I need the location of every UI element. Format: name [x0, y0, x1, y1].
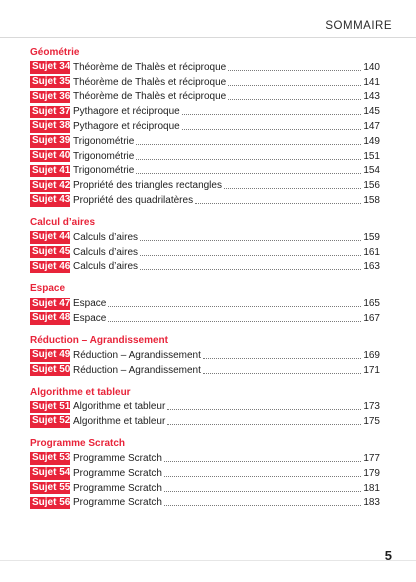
entry-title: Calculs d’aires	[73, 246, 139, 258]
toc-entry[interactable]	[30, 245, 380, 260]
entry-page-number: 159	[363, 231, 380, 243]
entry-title: Calculs d’aires	[73, 261, 139, 273]
toc-section	[30, 437, 380, 510]
dot-leader	[203, 358, 361, 359]
entry-page-number: 151	[363, 150, 380, 162]
toc-entry[interactable]	[30, 481, 380, 496]
dot-leader	[167, 424, 361, 425]
entry-title: Théorème de Thalès et réciproque	[73, 91, 227, 103]
toc-entry[interactable]	[30, 193, 380, 208]
toc-section	[30, 282, 380, 326]
entry-page-number: 156	[363, 180, 380, 192]
subject-badge: Sujet 43	[32, 194, 71, 206]
entry-page-number: 173	[363, 401, 380, 413]
toc-entry[interactable]	[30, 296, 380, 311]
toc-entry[interactable]	[30, 178, 380, 193]
dot-leader	[228, 70, 361, 71]
subject-badge: Sujet 36	[32, 90, 71, 102]
section-title: Programme Scratch	[30, 438, 126, 450]
dot-leader	[136, 144, 361, 145]
toc-entry[interactable]	[30, 414, 380, 429]
entry-title: Algorithme et tableur	[73, 401, 166, 413]
dot-leader	[228, 85, 361, 86]
subject-badge: Sujet 44	[32, 231, 71, 243]
entry-title: Théorème de Thalès et réciproque	[73, 76, 227, 88]
subject-badge: Sujet 35	[32, 75, 71, 87]
subject-badge: Sujet 52	[32, 415, 71, 427]
dot-leader	[108, 321, 361, 322]
dot-leader	[140, 269, 361, 270]
toc-entry[interactable]	[30, 496, 380, 511]
section-title: Calcul d’aires	[30, 216, 96, 228]
subject-badge: Sujet 42	[32, 179, 71, 191]
entry-title: Réduction – Agrandissement	[73, 364, 201, 376]
entry-title: Programme Scratch	[73, 497, 162, 509]
subject-badge: Sujet 39	[32, 135, 71, 147]
entry-page-number: 145	[363, 106, 380, 118]
dot-leader	[136, 173, 361, 174]
entry-page-number: 167	[363, 313, 380, 325]
table-of-contents	[30, 46, 380, 510]
dot-leader	[164, 505, 361, 506]
entry-title: Trigonométrie	[73, 135, 135, 147]
entry-title: Trigonométrie	[73, 165, 135, 177]
section-title: Géométrie	[30, 47, 80, 58]
page-number: 5	[384, 548, 392, 563]
entry-title: Calculs d’aires	[73, 231, 139, 243]
subject-badge: Sujet 55	[32, 481, 71, 493]
entry-title: Théorème de Thalès et réciproque	[73, 61, 227, 73]
entry-title: Pythagore et réciproque	[73, 106, 180, 118]
dot-leader	[136, 159, 361, 160]
entry-page-number: 154	[363, 165, 380, 177]
subject-badge: Sujet 49	[32, 349, 71, 361]
entry-title: Trigonométrie	[73, 150, 135, 162]
toc-section	[30, 46, 380, 208]
entry-title: Programme Scratch	[73, 453, 162, 465]
entry-page-number: 181	[363, 482, 380, 494]
entry-page-number: 177	[363, 453, 380, 465]
entry-page-number: 149	[363, 135, 380, 147]
toc-entry[interactable]	[30, 311, 380, 326]
subject-badge: Sujet 53	[32, 452, 71, 464]
subject-badge: Sujet 48	[32, 312, 71, 324]
toc-entry[interactable]	[30, 104, 380, 119]
entry-title: Programme Scratch	[73, 467, 162, 479]
toc-entry[interactable]	[30, 75, 380, 90]
subject-badge: Sujet 37	[32, 105, 71, 117]
entry-title: Pythagore et réciproque	[73, 121, 180, 133]
entry-page-number: 163	[363, 261, 380, 273]
toc-entry[interactable]	[30, 466, 380, 481]
entry-title: Algorithme et tableur	[73, 416, 166, 428]
entry-title: Espace	[73, 298, 107, 310]
entry-title: Réduction – Agrandissement	[73, 349, 201, 361]
toc-entry[interactable]	[30, 260, 380, 275]
dot-leader	[164, 476, 361, 477]
subject-badge: Sujet 38	[32, 120, 71, 132]
section-title: Espace	[30, 283, 66, 295]
dot-leader	[167, 409, 361, 410]
dot-leader	[164, 491, 361, 492]
entry-page-number: 161	[363, 246, 380, 258]
dot-leader	[224, 188, 361, 189]
entry-page-number: 171	[363, 364, 380, 376]
toc-entry[interactable]	[30, 348, 380, 363]
footer-divider	[0, 560, 416, 561]
subject-badge: Sujet 40	[32, 149, 71, 161]
subject-badge: Sujet 47	[32, 297, 71, 309]
toc-section	[30, 334, 380, 378]
section-title: Réduction – Agrandissement	[30, 334, 168, 346]
toc-entry[interactable]	[30, 90, 380, 105]
toc-entry[interactable]	[30, 164, 380, 179]
toc-section	[30, 386, 380, 430]
entry-title: Propriété des quadrilatères	[73, 195, 194, 207]
subject-badge: Sujet 50	[32, 363, 71, 375]
subject-badge: Sujet 46	[32, 260, 71, 272]
entry-page-number: 143	[363, 91, 380, 103]
subject-badge: Sujet 51	[32, 400, 71, 412]
entry-page-number: 165	[363, 298, 380, 310]
subject-badge: Sujet 54	[32, 467, 71, 479]
entry-title: Propriété des triangles rectangles	[73, 180, 222, 192]
dot-leader	[203, 373, 361, 374]
entry-title: Espace	[73, 313, 107, 325]
entry-title: Programme Scratch	[73, 482, 162, 494]
toc-entry[interactable]	[30, 230, 380, 245]
toc-entry[interactable]	[30, 134, 380, 149]
toc-entry[interactable]	[30, 363, 380, 378]
entry-page-number: 147	[363, 121, 380, 133]
page-header-title: SOMMAIRE	[325, 20, 392, 32]
entry-page-number: 158	[363, 195, 380, 207]
dot-leader	[182, 129, 362, 130]
toc-entry[interactable]	[30, 60, 380, 75]
toc-entry[interactable]	[30, 451, 380, 466]
subject-badge: Sujet 41	[32, 164, 71, 176]
subject-badge: Sujet 45	[32, 245, 71, 257]
entry-page-number: 141	[363, 76, 380, 88]
dot-leader	[195, 203, 361, 204]
dot-leader	[182, 114, 362, 115]
dot-leader	[140, 240, 361, 241]
toc-entry[interactable]	[30, 149, 380, 164]
entry-page-number: 175	[363, 416, 380, 428]
entry-page-number: 169	[363, 349, 380, 361]
entry-page-number: 140	[363, 61, 380, 73]
entry-page-number: 179	[363, 467, 380, 479]
section-title: Algorithme et tableur	[30, 386, 131, 398]
dot-leader	[164, 461, 361, 462]
dot-leader	[228, 99, 361, 100]
toc-section	[30, 216, 380, 274]
subject-badge: Sujet 56	[32, 496, 71, 508]
dot-leader	[140, 255, 361, 256]
entry-page-number: 183	[363, 497, 380, 509]
toc-entry[interactable]	[30, 119, 380, 134]
header-divider	[0, 37, 416, 38]
subject-badge: Sujet 34	[32, 61, 71, 73]
toc-entry[interactable]	[30, 400, 380, 415]
dot-leader	[108, 306, 361, 307]
